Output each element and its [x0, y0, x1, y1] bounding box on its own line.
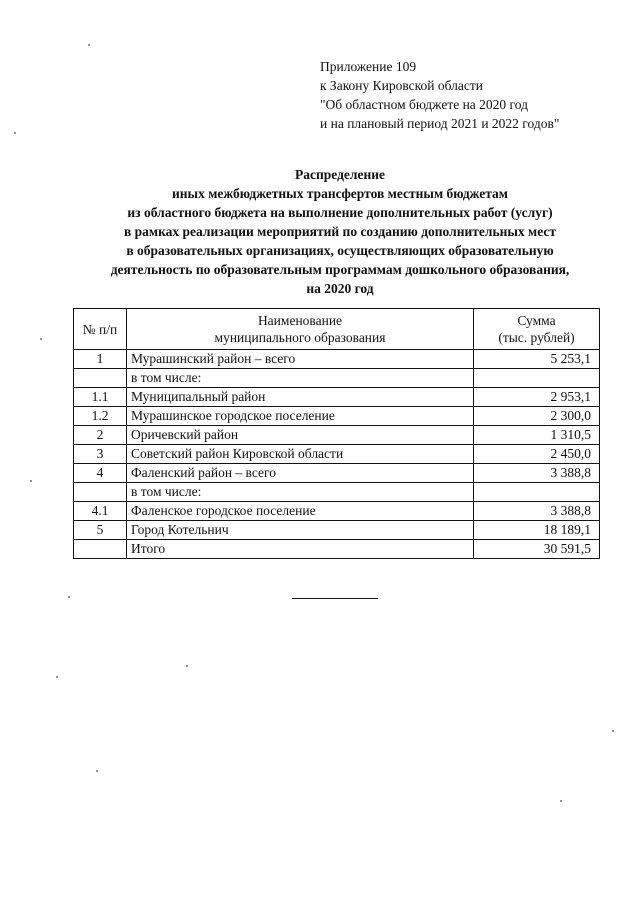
appendix-header: [320, 57, 559, 133]
row-name: Мурашинский район – всего: [127, 350, 474, 369]
row-sum: [474, 483, 600, 502]
scan-speck: [96, 770, 98, 772]
row-name: Мурашинское городское поселение: [127, 407, 474, 426]
row-num: 4.1: [74, 502, 127, 521]
header-sum-line2: (тыс. рублей): [498, 330, 575, 345]
table-row: [74, 483, 600, 502]
row-num: 1: [74, 350, 127, 369]
row-name: Город Котельнич: [127, 521, 474, 540]
row-num: 2: [74, 426, 127, 445]
document-title: [60, 165, 620, 298]
row-sum: 1 310,5: [474, 426, 600, 445]
scan-speck: [40, 338, 42, 340]
row-name: Советский район Кировской области: [127, 445, 474, 464]
row-num: 3: [74, 445, 127, 464]
header-sum: [474, 309, 600, 350]
row-name: Фаленское городское поселение: [127, 502, 474, 521]
closing-rule: [292, 598, 378, 599]
row-sum: 18 189,1: [474, 521, 600, 540]
scan-speck: [560, 800, 562, 802]
appendix-law: к Закону Кировской области: [320, 78, 484, 93]
title-line: из областного бюджета на выполнение дополнительных работ (услуг): [127, 205, 553, 220]
row-num: 5: [74, 521, 127, 540]
row-sum: 3 388,8: [474, 464, 600, 483]
table-row-total: [74, 540, 600, 559]
title-line: Распределение: [294, 167, 386, 182]
row-sum: 3 388,8: [474, 502, 600, 521]
header-name: [127, 309, 474, 350]
table-row: [74, 464, 600, 483]
header-name-line1: Наименование: [257, 313, 343, 328]
title-line: в образовательных организациях, осуществляющих образовательную: [126, 243, 554, 258]
row-sum: 30 591,5: [474, 540, 600, 559]
appendix-law-period: и на плановый период 2021 и 2022 годов": [320, 116, 560, 131]
row-sum: [474, 369, 600, 388]
header-name-line2: муниципального образования: [214, 330, 386, 345]
appendix-law-title: "Об областном бюджете на 2020 год: [320, 97, 528, 112]
row-name: Фаленский район – всего: [127, 464, 474, 483]
row-num: 1.2: [74, 407, 127, 426]
title-line: в рамках реализации мероприятий по созданию дополнительных мест: [123, 224, 557, 239]
scan-speck: [88, 44, 90, 46]
title-line: на 2020 год: [306, 281, 374, 296]
row-num: [74, 369, 127, 388]
row-num: [74, 483, 127, 502]
header-sum-line1: Сумма: [517, 313, 556, 328]
row-num: [74, 540, 127, 559]
row-sum: 2 953,1: [474, 388, 600, 407]
table-row: [74, 445, 600, 464]
row-name: Итого: [127, 540, 474, 559]
table-row: [74, 407, 600, 426]
table-header-row: [74, 309, 600, 350]
row-name: Муниципальный район: [127, 388, 474, 407]
header-num: № п/п: [74, 309, 127, 350]
row-name: в том числе:: [127, 483, 474, 502]
row-sum: 2 300,0: [474, 407, 600, 426]
row-name: Оричевский район: [127, 426, 474, 445]
scan-speck: [612, 730, 614, 732]
appendix-number: Приложение 109: [320, 59, 417, 74]
scan-speck: [14, 132, 16, 134]
row-num: 1.1: [74, 388, 127, 407]
table-row: [74, 369, 600, 388]
title-line: деятельность по образовательным программам дошкольного образования,: [110, 262, 570, 277]
table-row: [74, 426, 600, 445]
table-row: [74, 521, 600, 540]
row-num: 4: [74, 464, 127, 483]
row-name: в том числе:: [127, 369, 474, 388]
scan-speck: [68, 596, 70, 598]
row-sum: 2 450,0: [474, 445, 600, 464]
scan-speck: [30, 480, 32, 482]
table-row: [74, 388, 600, 407]
table-row: [74, 350, 600, 369]
scan-speck: [186, 665, 188, 667]
title-line: иных межбюджетных трансфертов местным бюджетам: [172, 186, 508, 201]
distribution-table: [73, 308, 600, 559]
row-sum: 5 253,1: [474, 350, 600, 369]
scan-speck: [56, 676, 58, 678]
table-row: [74, 502, 600, 521]
